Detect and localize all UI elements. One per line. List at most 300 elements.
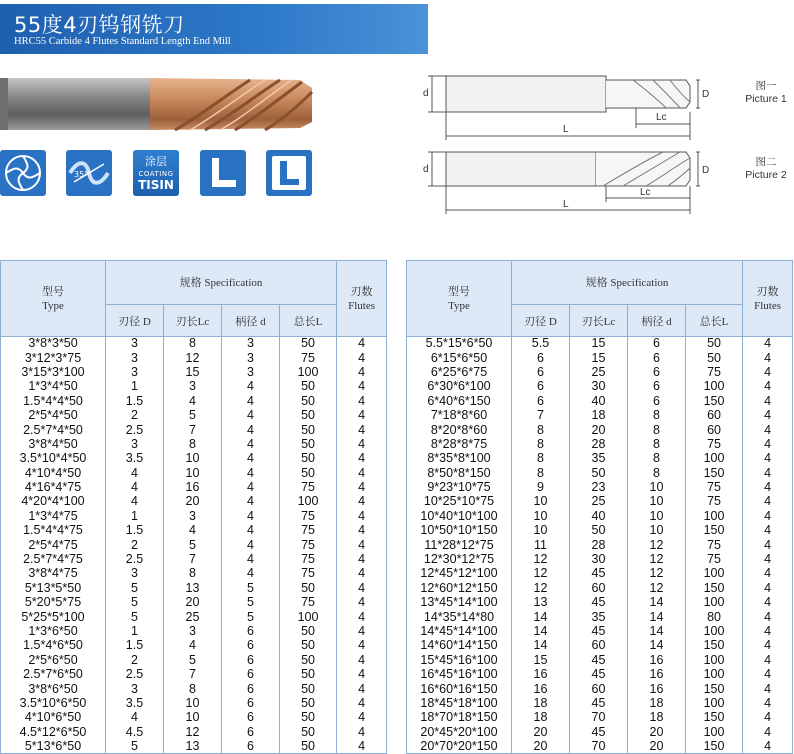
shank-diameter-cell: 14 xyxy=(628,624,686,638)
shank-diameter-cell: 4 xyxy=(222,552,280,566)
cutting-diameter-cell: 14 xyxy=(512,624,570,638)
cutting-length-cell: 60 xyxy=(570,581,628,595)
cutting-diameter-cell: 3 xyxy=(106,337,164,351)
picture-1-cn: 图一 xyxy=(755,80,777,92)
flutes-cell: 4 xyxy=(743,610,793,624)
flutes-cell: 4 xyxy=(743,624,793,638)
cutting-diameter-cell: 5.5 xyxy=(512,337,570,351)
flutes-cell: 4 xyxy=(743,380,793,394)
table-row xyxy=(1,380,387,394)
cutting-diameter-cell: 20 xyxy=(512,725,570,739)
cutting-diameter-cell: 16 xyxy=(512,667,570,681)
shank-diameter-cell: 12 xyxy=(628,552,686,566)
cutting-length-cell: 30 xyxy=(570,380,628,394)
overall-length-cell: 50 xyxy=(686,351,743,365)
overall-length-cell: 100 xyxy=(686,567,743,581)
shank-diameter-cell: 20 xyxy=(628,739,686,753)
overall-length-cell: 50 xyxy=(280,466,337,480)
type-cell: 1.5*4*6*50 xyxy=(1,639,106,653)
shank-diameter-cell: 6 xyxy=(628,365,686,379)
dim-L-2: L xyxy=(563,199,569,210)
cutting-diameter-cell: 8 xyxy=(512,423,570,437)
type-cell: 14*60*14*150 xyxy=(407,639,512,653)
table-row xyxy=(1,408,387,422)
shank-diameter-cell: 6 xyxy=(222,667,280,681)
table-row xyxy=(1,509,387,523)
table-row xyxy=(407,696,793,710)
overall-length-cell: 75 xyxy=(280,552,337,566)
cutting-diameter-cell: 2.5 xyxy=(106,667,164,681)
dim-d-2: d xyxy=(423,164,429,175)
flutes-cell: 4 xyxy=(337,394,387,408)
flutes-cell: 4 xyxy=(743,596,793,610)
shank-diameter-cell: 14 xyxy=(628,596,686,610)
cutting-diameter-cell: 5 xyxy=(106,610,164,624)
flutes-cell: 4 xyxy=(743,437,793,451)
table-row xyxy=(407,394,793,408)
shank-diameter-cell: 12 xyxy=(628,581,686,595)
type-cell: 1*3*4*50 xyxy=(1,380,106,394)
cutting-diameter-cell: 6 xyxy=(512,380,570,394)
cutting-diameter-cell: 6 xyxy=(512,394,570,408)
flutes-cell: 4 xyxy=(337,739,387,753)
overall-length-cell: 75 xyxy=(280,596,337,610)
overall-length-cell: 75 xyxy=(686,495,743,509)
cutting-diameter-cell: 10 xyxy=(512,509,570,523)
cutting-length-cell: 10 xyxy=(164,466,222,480)
shank-diameter-cell: 4 xyxy=(222,509,280,523)
overall-length-cell: 100 xyxy=(280,610,337,624)
type-cell: 12*45*12*100 xyxy=(407,567,512,581)
flutes-cell: 4 xyxy=(743,524,793,538)
overall-length-cell: 75 xyxy=(686,538,743,552)
type-cell: 2.5*7*6*50 xyxy=(1,667,106,681)
shank-diameter-cell: 14 xyxy=(628,610,686,624)
flutes-header-cn: 刃数 xyxy=(350,285,373,298)
type-cell: 1.5*4*4*75 xyxy=(1,524,106,538)
cutting-diameter-cell: 1 xyxy=(106,624,164,638)
table-row xyxy=(1,639,387,653)
flutes-cell: 4 xyxy=(337,725,387,739)
overall-length-cell: 75 xyxy=(280,538,337,552)
type-cell: 3*8*3*50 xyxy=(1,337,106,351)
overall-length-cell: 75 xyxy=(280,351,337,365)
flutes-cell: 4 xyxy=(337,351,387,365)
cutting-length-cell: 45 xyxy=(570,725,628,739)
table-row xyxy=(1,696,387,710)
flutes-cell: 4 xyxy=(337,380,387,394)
flutes-cell: 4 xyxy=(743,495,793,509)
technical-drawing xyxy=(418,68,708,218)
flutes-cell: 4 xyxy=(337,596,387,610)
cutting-length-cell: 5 xyxy=(164,408,222,422)
type-cell: 13*45*14*100 xyxy=(407,596,512,610)
flutes-header xyxy=(337,261,387,337)
standard-length-icon xyxy=(200,150,246,196)
shank-diameter-cell: 6 xyxy=(628,380,686,394)
overall-length-cell: 50 xyxy=(280,624,337,638)
cutting-diameter-cell: 12 xyxy=(512,581,570,595)
table-row xyxy=(1,567,387,581)
cutting-diameter-cell: 8 xyxy=(512,437,570,451)
table-row xyxy=(1,581,387,595)
cutting-length-cell: 16 xyxy=(164,480,222,494)
table-row xyxy=(407,437,793,451)
type-cell: 1.5*4*4*50 xyxy=(1,394,106,408)
cutting-diameter-cell: 10 xyxy=(512,524,570,538)
overall-length-cell: 100 xyxy=(280,495,337,509)
shank-diameter-cell: 6 xyxy=(222,682,280,696)
type-cell: 1*3*4*75 xyxy=(1,509,106,523)
picture-2-en: Picture 2 xyxy=(745,169,787,181)
cutting-diameter-cell: 16 xyxy=(512,682,570,696)
type-cell: 9*23*10*75 xyxy=(407,480,512,494)
type-cell: 14*35*14*80 xyxy=(407,610,512,624)
flutes-cell: 4 xyxy=(743,480,793,494)
flutes-cell: 4 xyxy=(743,667,793,681)
cutting-diameter-cell: 6 xyxy=(512,351,570,365)
overall-length-cell: 50 xyxy=(280,725,337,739)
type-cell: 8*50*8*150 xyxy=(407,466,512,480)
type-cell: 16*45*16*100 xyxy=(407,667,512,681)
dim-D-2: D xyxy=(702,165,710,176)
type-header xyxy=(407,261,512,337)
shank-diameter-cell: 3 xyxy=(222,351,280,365)
table-row xyxy=(1,337,387,351)
shank-diameter-cell: 16 xyxy=(628,667,686,681)
cutting-diameter-cell: 13 xyxy=(512,596,570,610)
cutting-length-cell: 25 xyxy=(164,610,222,624)
table-row xyxy=(1,480,387,494)
flutes-cell: 4 xyxy=(743,552,793,566)
type-cell: 8*20*8*60 xyxy=(407,423,512,437)
overall-length-cell: 150 xyxy=(686,739,743,753)
overall-length-cell: 60 xyxy=(686,408,743,422)
shank-diameter-cell: 3 xyxy=(222,337,280,351)
col-D-header: 刃径 D xyxy=(512,305,570,337)
flutes-cell: 4 xyxy=(743,452,793,466)
flutes-cell: 4 xyxy=(743,739,793,753)
table-row xyxy=(1,394,387,408)
shank-diameter-cell: 4 xyxy=(222,480,280,494)
flutes-cell: 4 xyxy=(743,682,793,696)
cutting-length-cell: 8 xyxy=(164,337,222,351)
page-subtitle: HRC55 Carbide 4 Flutes Standard Length End Mill xyxy=(14,36,231,47)
type-cell: 12*60*12*150 xyxy=(407,581,512,595)
coating-name-label: TISIN xyxy=(138,178,174,192)
cutting-length-cell: 28 xyxy=(570,437,628,451)
col-d-header: 柄径 d xyxy=(222,305,280,337)
table-row xyxy=(407,524,793,538)
dim-d-1: d xyxy=(423,88,429,99)
cutting-length-cell: 70 xyxy=(570,711,628,725)
table-row xyxy=(1,351,387,365)
cutting-diameter-cell: 7 xyxy=(512,408,570,422)
cutting-diameter-cell: 4 xyxy=(106,480,164,494)
shank-diameter-cell: 4 xyxy=(222,452,280,466)
table-row xyxy=(407,466,793,480)
cutting-length-cell: 15 xyxy=(164,365,222,379)
cutting-length-cell: 40 xyxy=(570,394,628,408)
picture-2-cn: 图二 xyxy=(755,156,777,168)
flutes-cell: 4 xyxy=(337,567,387,581)
type-cell: 3*12*3*75 xyxy=(1,351,106,365)
cutting-diameter-cell: 3 xyxy=(106,365,164,379)
cutting-length-cell: 70 xyxy=(570,739,628,753)
cutting-length-cell: 13 xyxy=(164,739,222,753)
type-header xyxy=(1,261,106,337)
table-row xyxy=(1,739,387,753)
flutes-cell: 4 xyxy=(337,480,387,494)
table-row xyxy=(1,653,387,667)
cutting-diameter-cell: 1.5 xyxy=(106,639,164,653)
shank-diameter-cell: 4 xyxy=(222,466,280,480)
type-cell: 3.5*10*4*50 xyxy=(1,452,106,466)
type-cell: 15*45*16*100 xyxy=(407,653,512,667)
flutes-cell: 4 xyxy=(337,437,387,451)
shank-diameter-cell: 8 xyxy=(628,466,686,480)
col-Lc-header: 刃长Lc xyxy=(164,305,222,337)
shank-diameter-cell: 8 xyxy=(628,437,686,451)
table-row xyxy=(407,495,793,509)
shank-diameter-cell: 3 xyxy=(222,365,280,379)
shank-diameter-cell: 6 xyxy=(222,639,280,653)
type-cell: 20*70*20*150 xyxy=(407,739,512,753)
overall-length-cell: 100 xyxy=(686,452,743,466)
shank-diameter-cell: 10 xyxy=(628,495,686,509)
cutting-length-cell: 25 xyxy=(570,495,628,509)
cutting-length-cell: 7 xyxy=(164,552,222,566)
cutting-length-cell: 25 xyxy=(570,365,628,379)
flutes-cell: 4 xyxy=(743,337,793,351)
cutting-diameter-cell: 15 xyxy=(512,653,570,667)
type-cell: 12*30*12*75 xyxy=(407,552,512,566)
spec-table-right xyxy=(406,260,793,754)
cutting-length-cell: 20 xyxy=(570,423,628,437)
type-cell: 2*5*6*50 xyxy=(1,653,106,667)
four-flute-cross-section-icon xyxy=(0,150,46,196)
cutting-length-cell: 60 xyxy=(570,682,628,696)
cutting-length-cell: 5 xyxy=(164,538,222,552)
cutting-length-cell: 45 xyxy=(570,567,628,581)
helix-angle-label: 35° xyxy=(74,170,89,179)
picture-1-en: Picture 1 xyxy=(745,93,787,105)
shank-diameter-cell: 4 xyxy=(222,524,280,538)
type-cell: 3*8*4*75 xyxy=(1,567,106,581)
shank-diameter-cell: 5 xyxy=(222,610,280,624)
header-banner xyxy=(0,4,428,54)
picture-2-caption xyxy=(738,156,794,182)
shank-diameter-cell: 12 xyxy=(628,567,686,581)
shank-diameter-cell: 14 xyxy=(628,639,686,653)
table-row xyxy=(407,711,793,725)
shank-diameter-cell: 4 xyxy=(222,495,280,509)
dim-D-1: D xyxy=(702,89,710,100)
overall-length-cell: 100 xyxy=(686,653,743,667)
table-row xyxy=(407,538,793,552)
cutting-diameter-cell: 3.5 xyxy=(106,452,164,466)
table-row xyxy=(1,624,387,638)
cutting-diameter-cell: 3.5 xyxy=(106,696,164,710)
type-cell: 4.5*12*6*50 xyxy=(1,725,106,739)
flutes-cell: 4 xyxy=(337,653,387,667)
type-cell: 18*45*18*100 xyxy=(407,696,512,710)
shank-diameter-cell: 10 xyxy=(628,509,686,523)
cutting-diameter-cell: 2 xyxy=(106,408,164,422)
flutes-cell: 4 xyxy=(743,711,793,725)
cutting-diameter-cell: 8 xyxy=(512,466,570,480)
table-row xyxy=(1,552,387,566)
overall-length-cell: 50 xyxy=(280,682,337,696)
cutting-diameter-cell: 4 xyxy=(106,495,164,509)
cutting-length-cell: 18 xyxy=(570,408,628,422)
overall-length-cell: 50 xyxy=(280,423,337,437)
cutting-length-cell: 20 xyxy=(164,596,222,610)
cutting-diameter-cell: 14 xyxy=(512,610,570,624)
cutting-diameter-cell: 1.5 xyxy=(106,394,164,408)
flutes-cell: 4 xyxy=(337,365,387,379)
cutting-length-cell: 40 xyxy=(570,509,628,523)
table-row xyxy=(1,423,387,437)
overall-length-cell: 50 xyxy=(280,337,337,351)
cutting-diameter-cell: 1 xyxy=(106,509,164,523)
table-row xyxy=(1,725,387,739)
overall-length-cell: 150 xyxy=(686,711,743,725)
table-row xyxy=(407,725,793,739)
page-title: 55度4刃钨钢铣刀 xyxy=(14,13,185,37)
shank-diameter-cell: 6 xyxy=(222,696,280,710)
shank-diameter-cell: 6 xyxy=(628,351,686,365)
cutting-diameter-cell: 10 xyxy=(512,495,570,509)
type-cell: 3*8*6*50 xyxy=(1,682,106,696)
cutting-length-cell: 4 xyxy=(164,394,222,408)
flutes-cell: 4 xyxy=(337,509,387,523)
cutting-diameter-cell: 8 xyxy=(512,452,570,466)
type-cell: 5*13*6*50 xyxy=(1,739,106,753)
flutes-cell: 4 xyxy=(337,552,387,566)
type-cell: 4*10*6*50 xyxy=(1,711,106,725)
cutting-diameter-cell: 9 xyxy=(512,480,570,494)
col-d-header: 柄径 d xyxy=(628,305,686,337)
col-D-header: 刃径 D xyxy=(106,305,164,337)
shank-diameter-cell: 8 xyxy=(628,423,686,437)
table-row xyxy=(407,581,793,595)
cutting-length-cell: 3 xyxy=(164,380,222,394)
type-cell: 2.5*7*4*50 xyxy=(1,423,106,437)
flutes-cell: 4 xyxy=(337,711,387,725)
overall-length-cell: 150 xyxy=(686,682,743,696)
shank-length-icon xyxy=(266,150,312,196)
cutting-diameter-cell: 20 xyxy=(512,739,570,753)
cutting-length-cell: 23 xyxy=(570,480,628,494)
cutting-length-cell: 45 xyxy=(570,653,628,667)
type-header-cn: 型号 xyxy=(42,285,64,298)
flutes-cell: 4 xyxy=(337,639,387,653)
table-row xyxy=(407,509,793,523)
flutes-cell: 4 xyxy=(337,624,387,638)
cutting-length-cell: 8 xyxy=(164,682,222,696)
flutes-cell: 4 xyxy=(743,639,793,653)
table-row xyxy=(1,452,387,466)
cutting-length-cell: 3 xyxy=(164,624,222,638)
flutes-cell: 4 xyxy=(743,538,793,552)
type-cell: 6*15*6*50 xyxy=(407,351,512,365)
cutting-length-cell: 3 xyxy=(164,509,222,523)
type-cell: 7*18*8*60 xyxy=(407,408,512,422)
cutting-diameter-cell: 12 xyxy=(512,552,570,566)
shank-diameter-cell: 5 xyxy=(222,581,280,595)
cutting-diameter-cell: 2 xyxy=(106,653,164,667)
table-row xyxy=(407,423,793,437)
overall-length-cell: 75 xyxy=(280,509,337,523)
cutting-diameter-cell: 14 xyxy=(512,639,570,653)
cutting-length-cell: 10 xyxy=(164,696,222,710)
overall-length-cell: 75 xyxy=(280,524,337,538)
type-cell: 2*5*4*50 xyxy=(1,408,106,422)
flutes-cell: 4 xyxy=(337,696,387,710)
overall-length-cell: 75 xyxy=(686,480,743,494)
type-cell: 11*28*12*75 xyxy=(407,538,512,552)
overall-length-cell: 50 xyxy=(280,437,337,451)
dim-L-1: L xyxy=(563,124,569,135)
flutes-header-cn: 刃数 xyxy=(756,285,779,298)
table-row xyxy=(1,437,387,451)
flutes-cell: 4 xyxy=(743,696,793,710)
overall-length-cell: 100 xyxy=(686,725,743,739)
shank-diameter-cell: 4 xyxy=(222,567,280,581)
overall-length-cell: 50 xyxy=(280,581,337,595)
type-cell: 1*3*6*50 xyxy=(1,624,106,638)
table-row xyxy=(1,538,387,552)
overall-length-cell: 75 xyxy=(686,552,743,566)
table-row xyxy=(407,408,793,422)
shank-diameter-cell: 20 xyxy=(628,725,686,739)
table-row xyxy=(1,365,387,379)
flutes-cell: 4 xyxy=(337,581,387,595)
cutting-length-cell: 12 xyxy=(164,351,222,365)
cutting-length-cell: 4 xyxy=(164,524,222,538)
overall-length-cell: 50 xyxy=(280,408,337,422)
overall-length-cell: 50 xyxy=(280,667,337,681)
overall-length-cell: 100 xyxy=(686,596,743,610)
shank-diameter-cell: 4 xyxy=(222,423,280,437)
type-cell: 4*10*4*50 xyxy=(1,466,106,480)
table-row xyxy=(407,480,793,494)
overall-length-cell: 50 xyxy=(280,394,337,408)
shank-diameter-cell: 18 xyxy=(628,696,686,710)
flutes-cell: 4 xyxy=(743,509,793,523)
table-row xyxy=(1,682,387,696)
shank-diameter-cell: 6 xyxy=(628,394,686,408)
cutting-diameter-cell: 6 xyxy=(512,365,570,379)
shank-diameter-cell: 18 xyxy=(628,711,686,725)
type-cell: 2*5*4*75 xyxy=(1,538,106,552)
cutting-diameter-cell: 5 xyxy=(106,596,164,610)
shank-diameter-cell: 4 xyxy=(222,538,280,552)
overall-length-cell: 150 xyxy=(686,524,743,538)
helix-angle-icon xyxy=(66,150,112,196)
cutting-diameter-cell: 2.5 xyxy=(106,423,164,437)
table-row xyxy=(407,452,793,466)
type-cell: 5*13*5*50 xyxy=(1,581,106,595)
table-row xyxy=(1,524,387,538)
table-row xyxy=(407,337,793,351)
table-row xyxy=(1,711,387,725)
cutting-diameter-cell: 4 xyxy=(106,466,164,480)
spec-header: 规格 Specification xyxy=(512,261,743,305)
type-cell: 6*25*6*75 xyxy=(407,365,512,379)
type-cell: 8*28*8*75 xyxy=(407,437,512,451)
